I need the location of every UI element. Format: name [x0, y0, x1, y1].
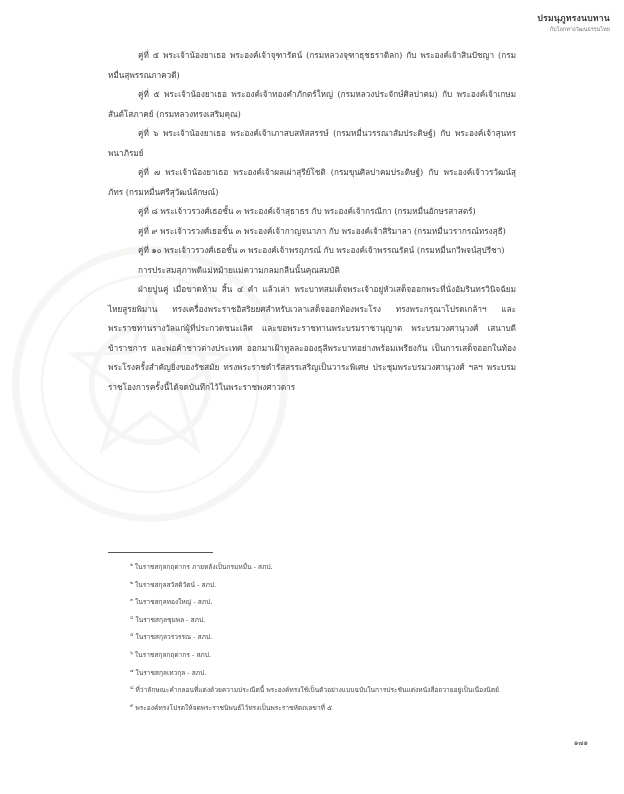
paragraph: คู่ที่ ๗ พระเจ้าน้องยาเธอ พระองค์เจ้าผลเผ่าสุรีย์โชติ (กรมขุนศิลปาคมประดิษฐ์) กับ พระองค์เจ้าวรวัฒน์สุภัทร (กรมหมื่นศรีสุวัฒน์ลักษณ์) [108, 167, 516, 197]
footnote-number: ๕ [130, 633, 134, 639]
footnote-text: ในราชสกุลทองใหญ่ - สภป. [135, 598, 213, 607]
footnote-text: ในราชสกุลกฤดากร - สภป. [134, 651, 212, 660]
footnote [108, 646, 516, 664]
footnote-text: ในราชสกุลชุมพล - สภป. [135, 615, 206, 624]
footnote [108, 699, 516, 717]
footnote [108, 628, 516, 646]
footnote [108, 611, 516, 629]
footnote [108, 664, 516, 682]
footnote-number: ๖ [130, 650, 133, 656]
footnote-divider [108, 552, 213, 553]
footnote-number: ๙ [130, 703, 134, 709]
paragraph: ฝ่ายปูนคู่ เมื่อขาดห้าม สิ้น ๔ คำ แล้วเล่า พระบาทสมเด็จพระเจ้าอยู่หัวเสด็จออกพระที่นั่งอัมรินทรวินิจฉัยมไหยสูรยพิมาน ทรงเครื่องพระราชอิสริยยศสำหรับเวลาเสด็จออกท้องพระโรง ทรงพระกรุณาโปรดเกล้าฯ และพระราชทานรางวัลแก่ผู้ที่ประกวดชนะเลิศ และขอพระราชทานพระบรมราชานุญาต พระบรมวงศานุวงศ์ เสนาบดี ข้าราชการ และพ่อค้าชาวต่างประเทศ ออกมาเฝ้าทูลละอองธุลีพระบาทอย่างพร้อมเพรียงกัน เป็นการเสด็จออกในท้องพระโรงครั้งสำคัญยิ่งของรัชสมัย ทรงพระราชดำรัสสรรเสริญเป็นวาระพิเศษ ประชุมพระบรมวงศานุวงศ์ ฯลฯ พระบรมราชโองการครั้งนี้ได้จดบันทึกไว้ในพระราชพงศาวดาร [108, 284, 516, 392]
main-text [108, 46, 516, 397]
footnotes [108, 558, 516, 716]
footnote-text: ในราชสกุลสวัสดิวัตน์ - สภป. [135, 580, 217, 589]
footnote-number: ๘ [130, 686, 134, 692]
paragraph: คู่ที่ ๕ พระเจ้าน้องยาเธอ พระองค์เจ้าทองคำภักตร์ใหญ่ (กรมหลวงประจักษ์ศิลปาคม) กับ พระองค์เจ้าเกษมสันต์โสภาคย์ (กรมหลวงทรงเสริมคุณ) [108, 89, 516, 119]
footnote-number: ๑ [130, 563, 133, 568]
footnote-number: ๒ [130, 580, 134, 586]
header-subtitle: กับโลกทางวัฒนธรรมไทย [549, 27, 610, 33]
paragraph: คู่ที่ ๕ พระเจ้าน้องยาเธอ พระองค์เจ้าจุฑารัตน์ (กรมหลวงจุฑาธุชธราดิลก) กับ พระองค์เจ้าสินปัชญา (กรมหมื่นสุพรรณภาควดี) [108, 50, 516, 80]
footnote [108, 681, 516, 699]
footnote-text: พระองค์ทรงโปรดให้จดพระราชนิพนธ์ไว้ทรงเป็นพระราชหัตถเลขาที่ ๕ [135, 703, 333, 712]
section-heading: การประสมสุภาพดีแม่หม้ายแม่ความกลมกลืนนั้นคุณสมบัติ [138, 264, 340, 275]
footnote-number: ๗ [130, 668, 134, 674]
footnote-number: ๔ [130, 615, 134, 621]
footnote-number: ๓ [130, 598, 134, 604]
running-header [537, 11, 610, 34]
footnote [108, 576, 516, 594]
paragraph: คู่ที่ ๑๐ พระเจ้าวรวงศ์เธอชั้น ๓ พระองค์เจ้าพรฤุภรณ์ กับ พระองค์เจ้าพรรณรัตน์ (กรมหมื่นกวีพจน์สุปรีชา) [138, 245, 505, 255]
paragraph: คู่ที่ ๘ พระเจ้าวรวงศ์เธอชั้น ๓ พระองค์เจ้าสุธาธร กับ พระองค์เจ้ากรณีกา (กรมหมื่นอักษรสาสตร์) [138, 206, 476, 216]
footnote-text: ในราชสกุลกฤดากร ภายหลังเป็นกรมหมื่น - สภป. [134, 563, 273, 572]
paragraph: คู่ที่ ๙ พระเจ้าวรวงศ์เธอชั้น ๓ พระองค์เจ้ากาญจนาภา กับ พระองค์เจ้าสิริมาลา (กรมหมื่นวรากรณ์ทรงสุธี) [138, 225, 506, 236]
footnote [108, 593, 516, 611]
footnote-text: ที่ว่าลักษณะคำกลอนที่แต่งด้วยความประณีตนี้ พระองค์ทรงใช้เป็นตัวอย่างแบบฉบับในการประชันแต่งหนังสือถวายอยู่เป็นเนืองนิตย์ [135, 686, 499, 695]
footnote-text: ในราชสกุลวรวรรณ - สภป. [135, 633, 213, 642]
header-title: ปรมนุภูทรงนบทาน [537, 14, 610, 24]
page-number: ๑๗๑ [573, 739, 588, 747]
footnote [108, 558, 516, 576]
footnote-text: ในราชสกุลเทวกุล - สภป. [135, 668, 207, 677]
paragraph: คู่ที่ ๖ พระเจ้าน้องยาเธอ พระองค์เจ้าเภาสบสหัสสรรษ์ (กรมหมื่นวรรณาสัมประดิษฐ์) กับ พระองค์เจ้าสุนทรพนาภิรมย์ [108, 128, 516, 158]
